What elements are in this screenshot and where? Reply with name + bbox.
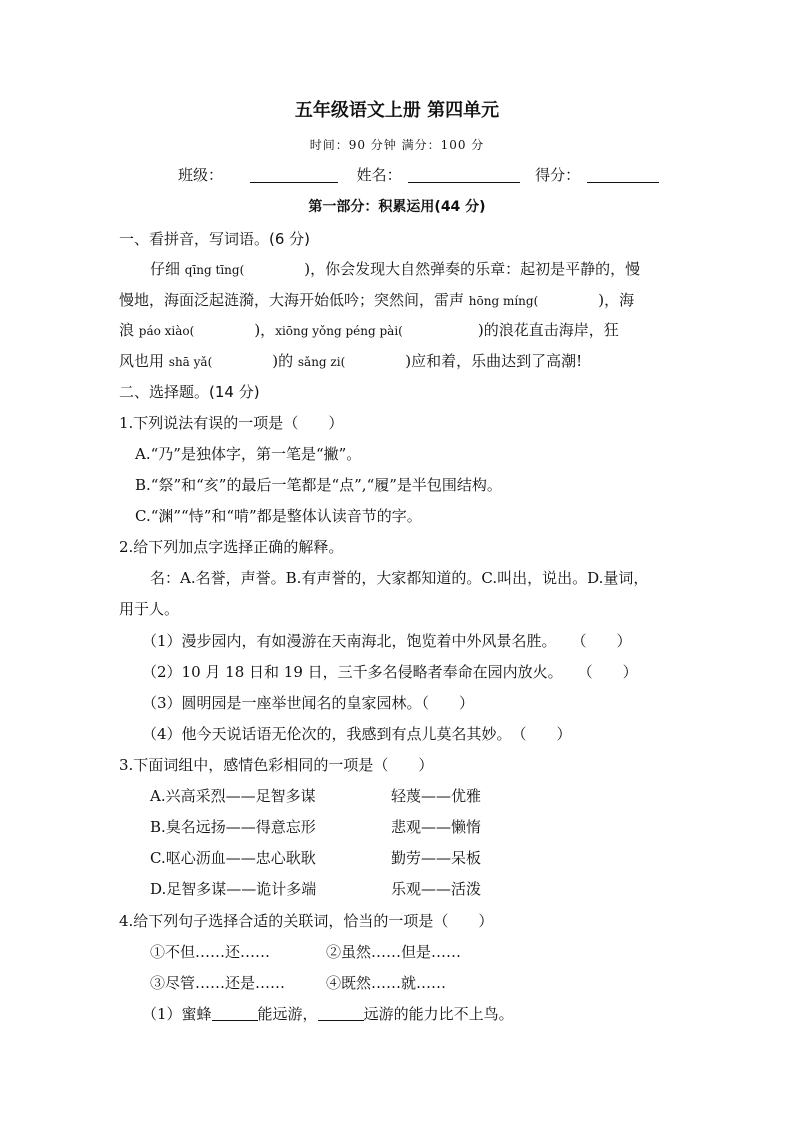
class-label: 班级： [178,166,224,184]
q3-option-a-pair: 轻蔑——优雅 [391,787,482,805]
text-segment: 远游的能力比不上鸟。 [363,1005,514,1023]
q4-option-4[interactable]: ④既然……就…… [326,974,447,992]
pinyin-prompt: páo xiào( [138,324,195,338]
q4-option-1[interactable]: ①不但……还…… [150,943,271,961]
question-3: 3.下面词组中，感情色彩相同的一项是（ ） [119,756,434,774]
pinyin-prompt: shā yǎ( [168,355,213,369]
q3-option-c-pair: 勤劳——呆板 [391,849,482,867]
student-info-line [178,164,659,185]
text-segment[interactable]: )的浪花直击海岸，狂 [402,321,619,339]
pinyin-prompt: sǎng zi( [297,355,346,369]
section2-heading: 二、选择题。(14 分) [119,383,260,401]
q2-item-3[interactable]: （3）圆明园是一座举世闻名的皇家园林。（ ） [142,694,475,712]
score-blank[interactable] [587,166,659,183]
option-text: A.兴高采烈——足智多谋 [150,787,316,805]
text-segment: 能远游， [257,1005,318,1023]
q3-option-b[interactable]: B.臭名远扬——得意忘形 [150,818,316,836]
question-1: 1.下列说法有误的一项是（ ） [119,414,344,432]
q4-option-2[interactable]: ②虽然……但是…… [326,943,462,961]
text-segment: （1）蜜蜂 [142,1005,212,1023]
q3-option-b-pair: 悲观——懒惰 [391,818,482,836]
pinyin-line-4 [119,351,582,372]
class-blank[interactable] [250,166,338,183]
pinyin-prompt: hōng míng( [468,294,539,308]
q2-item-2[interactable]: （2）10 月 18 日和 19 日，三千多名侵略者奉命在园内放火。 （ ） [142,663,638,681]
text-segment: 浪 [119,321,139,339]
pinyin-line-2 [119,290,634,311]
pinyin-line-3 [119,320,619,341]
q2-item-1[interactable]: （1）漫步园内，有如漫游在天南海北，饱览着中外风景名胜。 （ ） [142,632,632,650]
text-segment[interactable]: )， [194,321,276,339]
answer-blank[interactable] [212,1006,258,1021]
name-label: 姓名： [356,166,402,184]
text-segment[interactable]: )，你会发现大自然弹奏的乐章：起初是平静的，慢 [244,260,641,278]
score-label: 得分： [535,166,581,184]
q1-option-c[interactable]: C.“渊”“恃”和“啃”都是整体认读音节的字。 [135,507,422,525]
q3-option-d-pair: 乐观——活泼 [391,880,482,898]
page-title: 五年级语文上册 第四单元 [294,100,500,121]
text-segment[interactable]: )，海 [538,291,635,309]
q4-item-1 [142,1004,514,1024]
q1-option-b[interactable]: B.“祭”和“亥”的最后一笔都是“点”,“履”是半包围结构。 [135,476,502,494]
text-segment[interactable]: )应和着，乐曲达到了高潮! [345,352,583,370]
q2-definition-cont: 用于人。 [119,600,180,618]
q2-definition: 名：A.名誉，声誉。B.有声誉的，大家都知道的。C.叫出，说出。D.量词， [150,569,649,587]
text-segment: 仔细 [150,260,185,278]
section1-heading: 一、看拼音，写词语。(6 分) [119,230,311,248]
pinyin-prompt: xiōng yǒng péng pài( [275,324,403,338]
pinyin-prompt: qīng tīng( [184,263,245,277]
exam-subtitle: 时间：90 分钟 满分：100 分 [309,138,485,152]
q1-option-a[interactable]: A.“乃”是独体字，第一笔是“撇”。 [135,445,362,463]
question-2: 2.给下列加点字选择正确的解释。 [119,538,344,556]
q3-option-d[interactable]: D.足智多谋——诡计多端 [150,880,317,898]
question-4: 4.给下列句子选择合适的关联词，恰当的一项是（ ） [119,912,494,930]
text-segment: 风也用 [119,352,169,370]
text-segment[interactable]: )的 [212,352,298,370]
q2-item-4[interactable]: （4）他今天说话语无伦次的，我感到有点儿莫名其妙。 （ ） [142,725,572,743]
q3-option-a[interactable] [150,786,316,806]
answer-blank[interactable] [318,1006,364,1021]
name-blank[interactable] [408,166,520,183]
text-segment: 慢地，海面泛起涟漪，大海开始低吟；突然间，雷声 [119,291,469,309]
pinyin-line-1 [150,259,640,280]
q3-option-c[interactable]: C.呕心沥血——忠心耿耿 [150,849,316,867]
part-heading: 第一部分：积累运用(44 分) [308,199,486,215]
q4-option-3[interactable]: ③尽管……还是…… [150,974,286,992]
